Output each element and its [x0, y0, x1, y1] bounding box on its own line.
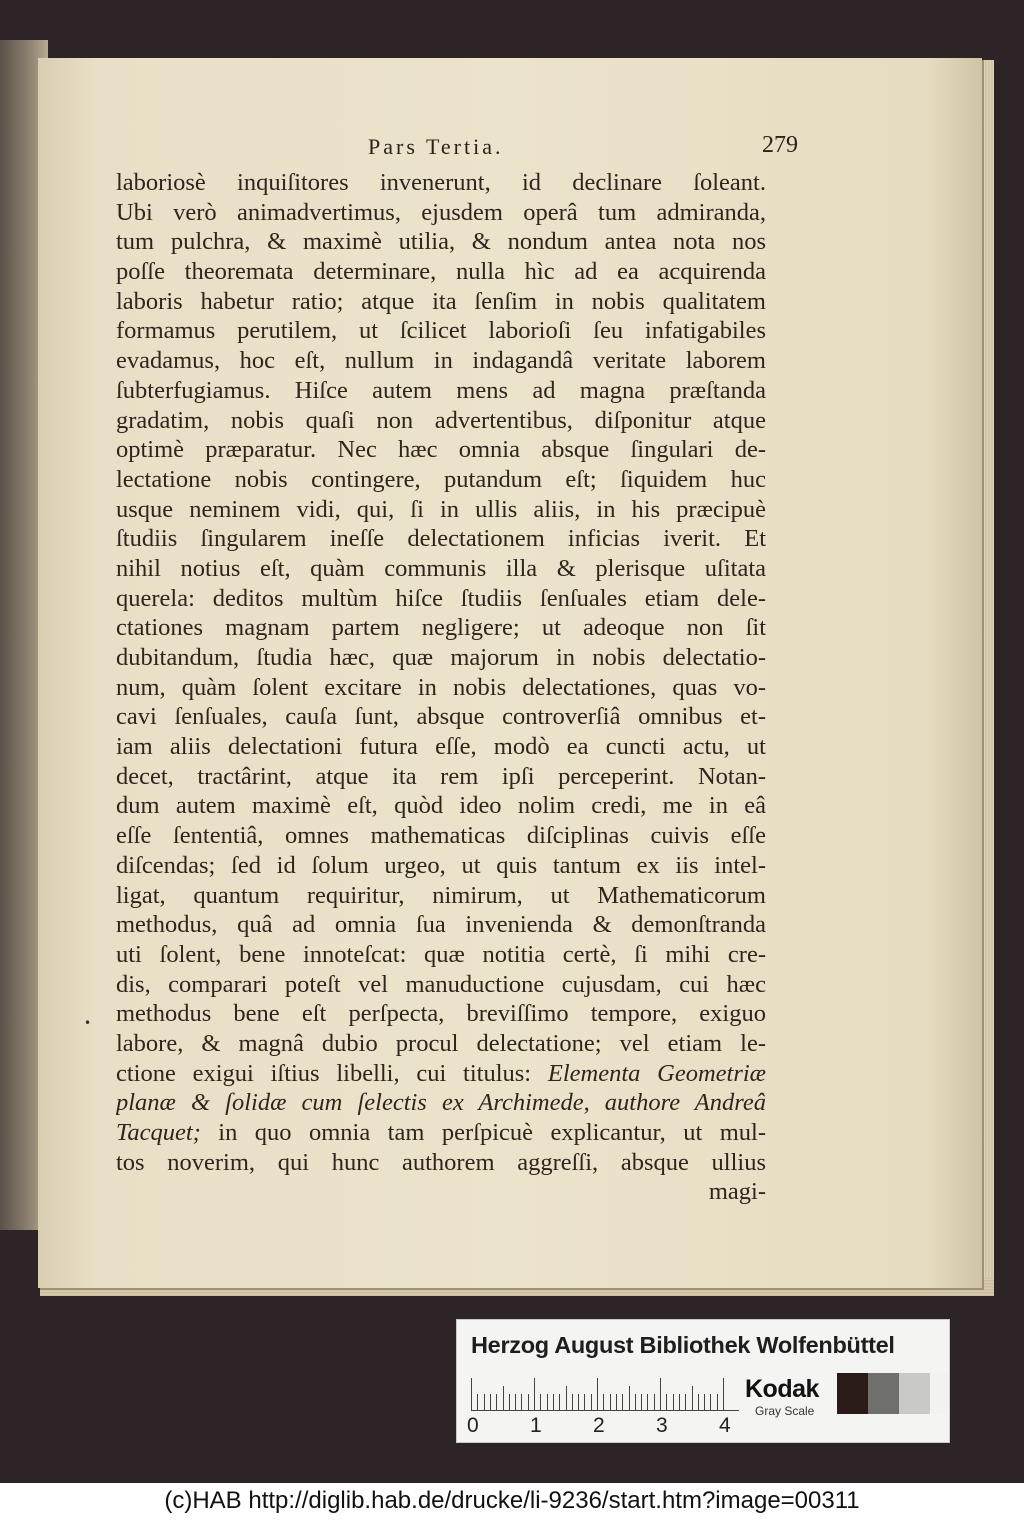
text-line: querela: deditos multùm hiſce ſtudiis ſenſuales etiam dele- — [116, 584, 766, 612]
ruler-tick — [647, 1394, 648, 1410]
gray-scale-label: Gray Scale — [755, 1404, 815, 1418]
ruler-tick — [521, 1394, 522, 1410]
copyright-url: (c)HAB http://diglib.hab.de/drucke/li-9236/start.htm?image=00311 — [164, 1487, 860, 1514]
text-line: ctationes magnam partem negligere; ut adeoque non ſit — [116, 614, 766, 642]
text-line: poſſe theoremata determinare, nulla hìc ad ea acquirenda — [116, 258, 766, 286]
ruler-tick — [635, 1394, 636, 1410]
kodak-logo: Kodak — [745, 1375, 819, 1403]
ruler-tick — [566, 1386, 567, 1410]
ruler-tick — [540, 1394, 541, 1410]
ruler-tick — [710, 1394, 711, 1410]
ruler-tick — [616, 1394, 617, 1410]
ruler-tick — [490, 1394, 491, 1410]
text-line: num, quàm ſolent excitare in nobis delectationes, quas vo- — [116, 673, 766, 701]
text-line: nihil notius eſt, quàm communis illa & plerisque uſitata — [116, 554, 766, 582]
text-line: Ubi verò animadvertimus, ejusdem operâ tum admiranda, — [116, 198, 766, 226]
text-line: laboriosè inquiſitores invenerunt, id declinare ſoleant. — [116, 169, 766, 196]
ruler-tick — [559, 1394, 560, 1410]
body-text — [116, 168, 766, 1207]
text-line-title-3 — [116, 1118, 766, 1148]
ruler-tick — [509, 1394, 510, 1410]
text-line: tum pulchra, & maximè utilia, & nondum antea nota nos — [116, 228, 766, 256]
gray-swatch-1 — [837, 1373, 868, 1414]
ruler-tick — [584, 1394, 585, 1410]
ruler-number-3: 3 — [656, 1414, 668, 1437]
ruler-tick — [666, 1394, 667, 1410]
ruler-number-0: 0 — [467, 1414, 479, 1437]
ruler-tick — [717, 1394, 718, 1410]
ruler-tick — [534, 1378, 535, 1410]
text-line: ligat, quantum requiritur, nimirum, ut Mathematicorum — [116, 881, 766, 909]
book-title-author: Tacquet; — [116, 1119, 201, 1146]
ruler-number-1: 1 — [530, 1414, 542, 1437]
text-line: iam aliis delectationi futura eſſe, modò ea cuncti actu, ut — [116, 733, 766, 761]
ruler-tick — [660, 1378, 661, 1410]
book-title-part1: Elementa Geometriæ — [547, 1059, 766, 1087]
ruler-tick — [698, 1394, 699, 1410]
library-name: Herzog August Bibliothek Wolfenbüttel — [471, 1332, 895, 1358]
text-line: methodus, quâ ad omnia ſua invenienda & demonſtranda — [116, 911, 766, 939]
text-line: labore, & magnâ dubio procul delectatione; vel etiam le- — [116, 1029, 766, 1057]
scale-ruler — [471, 1376, 739, 1411]
margin-mark: • — [84, 1016, 92, 1030]
text-line: lectatione nobis contingere, putandum eſt; ſiquidem huc — [116, 465, 766, 493]
ruler-tick — [685, 1394, 686, 1410]
text-line-title-2 — [116, 1088, 766, 1118]
text-line: dis, comparari poteſt vel manuductione cujusdam, cui hæc — [116, 970, 766, 998]
text-line: gradatim, nobis quaſi non advertentibus, diſponitur atque — [116, 406, 766, 434]
text-line-title-1 — [116, 1059, 766, 1089]
ruler-tick — [692, 1386, 693, 1410]
ruler-tick — [553, 1394, 554, 1410]
gray-swatch-4 — [930, 1373, 948, 1414]
running-title: Pars Tertia. — [368, 134, 504, 159]
ruler-tick — [496, 1394, 497, 1410]
ruler-tick — [515, 1394, 516, 1410]
text-line: cavi ſenſuales, cauſa ſunt, absque controverſiâ omnibus et- — [116, 703, 766, 731]
text-line: methodus bene eſt perſpecta, breviſſimo tempore, exiguo — [116, 1000, 766, 1028]
ruler-tick — [622, 1394, 623, 1410]
ruler-tick — [629, 1386, 630, 1410]
text-line: ſubterfugiamus. Hiſce autem mens ad magna præſtanda — [116, 376, 766, 404]
text-line: laboris habetur ratio; atque ita ſenſim in nobis qualitatem — [116, 287, 766, 315]
gray-swatch-2 — [868, 1373, 899, 1414]
text-line-continuation: in quo omnia tam perſpicuè explicantur, ut mul- — [218, 1119, 766, 1146]
ruler-numbers — [467, 1414, 757, 1438]
text-line: optimè præparatur. Nec hæc omnia absque ſingulari de- — [116, 436, 766, 464]
ruler-tick — [597, 1378, 598, 1410]
text-line: dubitandum, ſtudia hæc, quæ majorum in nobis delectatio- — [116, 644, 766, 671]
text-line: eſſe ſententiâ, omnes mathematicas diſciplinas cuivis eſſe — [116, 822, 766, 850]
page-header — [40, 130, 984, 166]
gray-swatch-3 — [899, 1373, 930, 1414]
ruler-tick — [572, 1394, 573, 1410]
ruler-tick — [471, 1378, 472, 1410]
ruler-number-2: 2 — [593, 1414, 605, 1437]
ruler-tick — [704, 1394, 705, 1410]
color-calibration-card — [456, 1319, 950, 1443]
ruler-tick — [591, 1394, 592, 1410]
ruler-tick — [654, 1394, 655, 1410]
text-line: usque neminem vidi, qui, ſi in ullis aliis, in his præcipuè — [116, 495, 766, 523]
ruler-tick — [679, 1394, 680, 1410]
ruler-tick — [723, 1378, 724, 1410]
text-line: dum autem maximè eſt, quòd ideo nolim credi, me in eâ — [116, 792, 766, 820]
ruler-tick — [610, 1394, 611, 1410]
ruler-tick — [547, 1394, 548, 1410]
main-lines — [116, 168, 766, 1059]
text-line: ſtudiis ſingularem ineſſe delectationem inficias iverit. Et — [116, 525, 766, 553]
ruler-tick — [477, 1394, 478, 1410]
page-number: 279 — [762, 132, 798, 158]
ruler-tick — [641, 1394, 642, 1410]
text-line-intro: ctione exigui iſtius libelli, cui titulus: — [116, 1059, 532, 1087]
ruler-number-4: 4 — [719, 1414, 731, 1437]
text-line: evadamus, hoc eſt, nullum in indagandâ veritate laborem — [116, 347, 766, 375]
ruler-tick — [673, 1394, 674, 1410]
text-line: uti ſolent, bene innoteſcat: quæ notitia certè, ſi mihi cre- — [116, 940, 766, 968]
ruler-tick — [528, 1394, 529, 1410]
book-title-part2: planæ & ſolidæ cum ſelectis ex Archimede, authore Andreâ — [116, 1089, 766, 1117]
catchword: magi- — [708, 1178, 766, 1206]
text-line-closing: tos noverim, qui hunc authorem aggreſſi, absque ullius — [116, 1148, 766, 1176]
ruler-tick — [578, 1394, 579, 1410]
ruler-tick — [503, 1386, 504, 1410]
ruler-tick — [603, 1394, 604, 1410]
text-line: diſcendas; ſed id ſolum urgeo, ut quis tantum ex iis intel- — [116, 851, 766, 879]
text-line: formamus perutilem, ut ſcilicet laborioſi ſeu infatigabiles — [116, 317, 766, 345]
ruler-tick — [484, 1394, 485, 1410]
text-line: decet, tractârint, atque ita rem ipſi perceperint. Notan- — [116, 762, 766, 790]
